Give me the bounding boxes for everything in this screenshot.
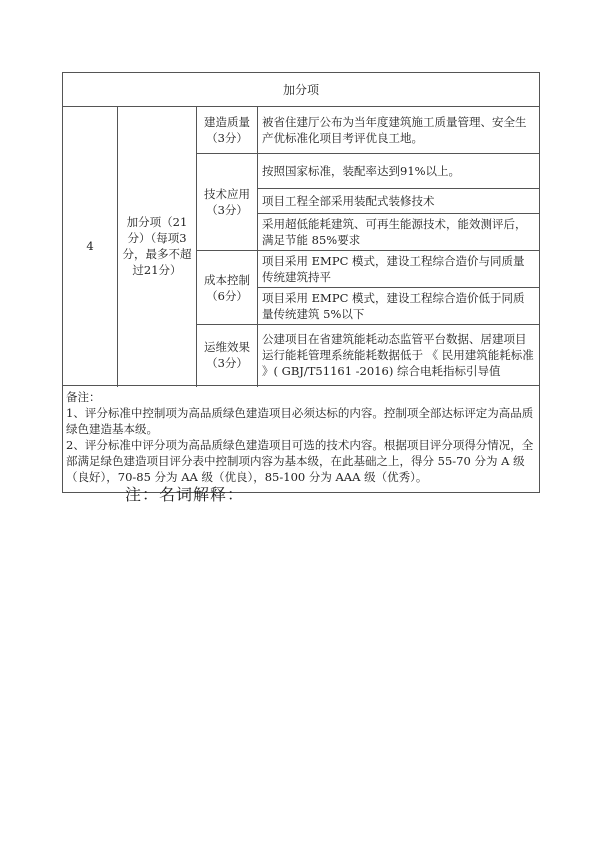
criterion: 采用超低能耗建筑、可再生能源技术，能效测评后，满足节能 85%要求 (258, 214, 540, 251)
note-line: 2、评分标准中评分项为高品质绿色建造项目可选的技术内容。根据项目评分项得分情况，全部满足绿色建造项目评分表中控制项内容为基本级，在此基础之上，得分 55-70 分为 A 级（良好），70-85 分为 AA 级（优良），85-100 分为 AAA 级（优秀）。 (66, 438, 534, 484)
criterion: 公建项目在省建筑能耗动态监管平台数据、居建项目运行能耗管理系统能耗数据低于 《 民用建筑能耗标准 》( GBJ/T51161 -2016) 综合电耗指标引导值 (258, 325, 540, 386)
footer-note: 注：名词解释： (125, 485, 245, 504)
notes (63, 386, 540, 493)
criterion: 项目工程全部采用装配式装修技术 (258, 189, 540, 214)
subitem-name: 成本控制（6分） (197, 251, 258, 325)
section-header: 加分项 (63, 73, 540, 107)
scoring-table (62, 72, 540, 493)
category: 加分项（21分）（每项3分，最多不超过21分） (118, 107, 197, 386)
subitem-name: 技术应用（3分） (197, 154, 258, 251)
subitem-name: 运维效果（3分） (197, 325, 258, 386)
criterion: 按照国家标准，装配率达到91%以上。 (258, 154, 540, 189)
criterion: 项目采用 EMPC 模式，建设工程综合造价与同质量传统建筑持平 (258, 251, 540, 288)
subitem-name: 建造质量（3分） (197, 107, 258, 154)
criterion: 项目采用 EMPC 模式，建设工程综合造价低于同质量传统建筑 5%以下 (258, 288, 540, 325)
notes-title: 备注： (66, 390, 101, 404)
item-number: 4 (63, 107, 118, 386)
note-line: 1、评分标准中控制项为高品质绿色建造项目必须达标的内容。控制项全部达标评定为高品质绿色建造基本级。 (66, 406, 534, 436)
criterion: 被省住建厅公布为当年度建筑施工质量管理、安全生产优标准化项目考评优良工地。 (258, 107, 540, 154)
